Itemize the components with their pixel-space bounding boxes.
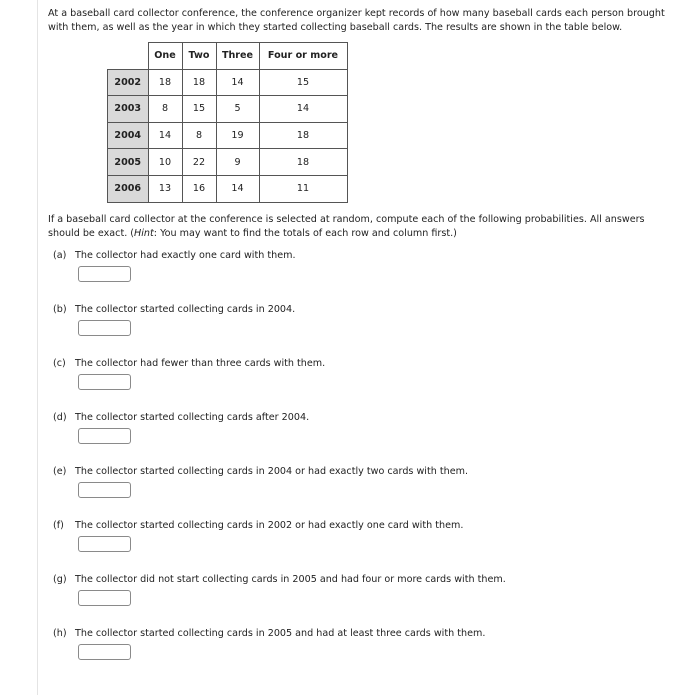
column-header-four-or-more: Four or more [259, 43, 347, 70]
question-text: The collector started collecting cards after 2004. [75, 412, 310, 423]
question-letter: (b) [53, 304, 67, 315]
question-text: The collector did not start collecting cards in 2005 and had four or more cards with them. [75, 574, 506, 585]
column-header-three: Three [216, 43, 259, 70]
table-cell: 8 [148, 96, 182, 123]
table-cell: 19 [216, 122, 259, 149]
table-cell: 14 [259, 96, 347, 123]
row-header-year: 2005 [108, 149, 149, 176]
problem-prompt [48, 213, 678, 240]
table-cell: 18 [182, 69, 216, 96]
question-f [53, 520, 463, 531]
prompt-text: If a baseball card collector at the conference is selected at random, compute each of the following probabilities. All answers should be exact. ( [48, 214, 645, 239]
table-cell: 15 [182, 96, 216, 123]
row-header-year: 2003 [108, 96, 149, 123]
table-row [108, 69, 348, 96]
data-table [107, 42, 348, 203]
question-letter: (d) [53, 412, 67, 423]
table-cell: 18 [259, 149, 347, 176]
question-e [53, 466, 468, 477]
question-letter: (h) [53, 628, 67, 639]
table-cell: 22 [182, 149, 216, 176]
table-header-row [108, 43, 348, 70]
table-row [108, 175, 348, 202]
question-letter: (f) [53, 520, 64, 531]
answer-input-h[interactable] [78, 644, 131, 660]
question-text: The collector started collecting cards in 2004 or had exactly two cards with them. [75, 466, 469, 477]
table-cell: 14 [148, 122, 182, 149]
question-letter: (g) [53, 574, 67, 585]
table-cell: 13 [148, 175, 182, 202]
row-header-year: 2002 [108, 69, 149, 96]
column-header-one: One [148, 43, 182, 70]
question-text: The collector started collecting cards in 2002 or had exactly one card with them. [75, 520, 464, 531]
table-row [108, 122, 348, 149]
left-divider [37, 0, 38, 695]
table-corner-cell [108, 43, 149, 70]
question-g [53, 574, 506, 585]
question-d [53, 412, 309, 423]
table-cell: 18 [259, 122, 347, 149]
answer-input-g[interactable] [78, 590, 131, 606]
table-cell: 14 [216, 175, 259, 202]
answer-input-b[interactable] [78, 320, 131, 336]
table-row [108, 149, 348, 176]
question-text: The collector started collecting cards in 2005 and had at least three cards with them. [75, 628, 486, 639]
answer-input-e[interactable] [78, 482, 131, 498]
hint-text: : You may want to find the totals of each row and column first.) [153, 227, 457, 239]
table-cell: 18 [148, 69, 182, 96]
table-cell: 9 [216, 149, 259, 176]
row-header-year: 2004 [108, 122, 149, 149]
column-header-two: Two [182, 43, 216, 70]
problem-intro: At a baseball card collector conference, the conference organizer kept records of how many baseball cards each person brought with them, as well as the year in which they started collecting baseball cards. The results are shown in the table below. [48, 8, 665, 33]
question-letter: (e) [53, 466, 67, 477]
answer-input-c[interactable] [78, 374, 131, 390]
answer-input-d[interactable] [78, 428, 131, 444]
question-text: The collector had exactly one card with them. [75, 250, 296, 261]
table-cell: 14 [216, 69, 259, 96]
table-cell: 8 [182, 122, 216, 149]
table-cell: 10 [148, 149, 182, 176]
question-text: The collector had fewer than three cards with them. [75, 358, 326, 369]
question-text: The collector started collecting cards in 2004. [75, 304, 296, 315]
table-cell: 15 [259, 69, 347, 96]
table-cell: 5 [216, 96, 259, 123]
row-header-year: 2006 [108, 175, 149, 202]
answer-input-f[interactable] [78, 536, 131, 552]
table-row [108, 96, 348, 123]
question-a [53, 250, 296, 261]
table-cell: 16 [182, 175, 216, 202]
question-b [53, 304, 295, 315]
hint-label: Hint [134, 227, 154, 239]
question-letter: (a) [53, 250, 67, 261]
table-cell: 11 [259, 175, 347, 202]
question-h [53, 628, 485, 639]
answer-input-a[interactable] [78, 266, 131, 282]
question-letter: (c) [53, 358, 66, 369]
question-c [53, 358, 325, 369]
